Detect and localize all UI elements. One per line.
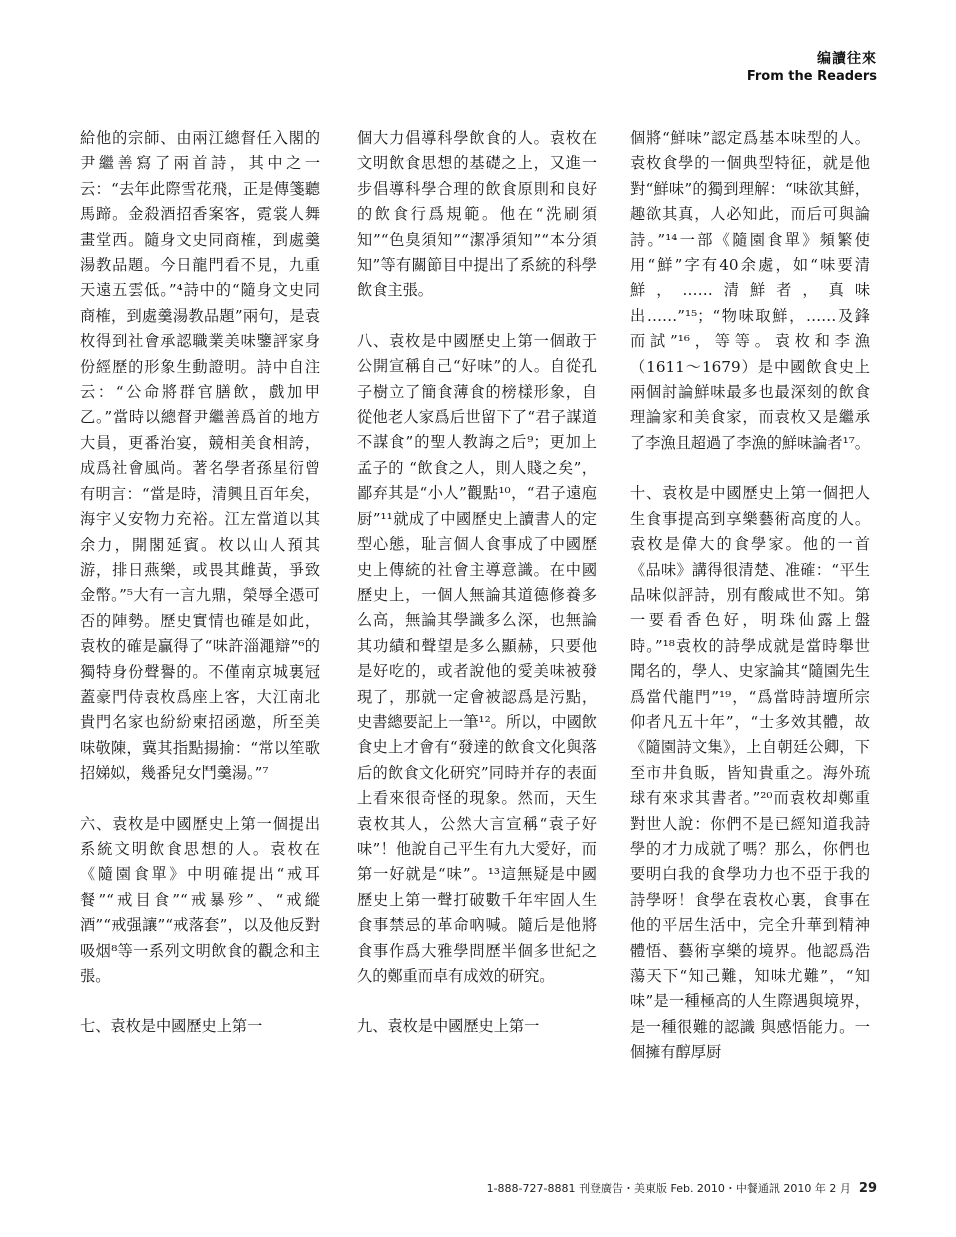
paragraph: 八、袁枚是中國歷史上第一個敢于公開宣稱自己“好味”的人。自從孔子樹立了簡食薄食的榜樣形象，自從他老人家爲后世留下了“君子謀道不謀食”的聖人教誨之后⁹；更加上孟子的 “飲食之人，則人賤之矣”，鄙弃其是“小人”觀點¹⁰，“君子遠庖厨”¹¹就成了中國歷史上讀書人的定型心態，耻言個人食事成了中國歷史上傳統的社會主導意識。在中國歷史上，一個人無論其道德修養多么高，無論其學識多么深，也無論其功績和聲望是多么顯赫，只要他是好吃的，或者說他的愛美味被發現了，那就一定會被認爲是污點，史書總要記上一筆¹²。所以，中國飲食史上才會有“發達的飲食文化與落后的飲食文化研究”同時并存的表面上看來很奇怪的現象。然而，天生袁枚其人，公然大言宣稱“袁子好味”！他說自己平生有九大愛好，而第一好就是“味”。¹³這無疑是中國歷史上第一聲打破數千年牢固人生食事禁忌的革命吶喊。隨后是他將食事作爲大雅學問歷半個多世紀之久的鄭重而卓有成效的研究。 [357,331,597,985]
text-column-2 [357,126,597,1040]
paragraph: 十、袁枚是中國歷史上第一個把人生食事提高到享樂藝術高度的人。袁枚是偉大的食學家。他的一首《品味》講得很清楚、准確：“平生品味似評詩，別有酸咸世不知。第一要看香色好，明珠仙露上盤時。”¹⁸袁枚的詩學成就是當時舉世聞名的，學人、史家論其“隨園先生爲當代龍門”¹⁹，“爲當時詩壇所宗仰者凡五十年”，“士多效其體，故《隨園詩文集》，上自朝廷公卿，下至市井負販，皆知貴重之。海外琉球有來求其書者。”²⁰而袁枚却鄭重對世人說：你們不是已經知道我詩學的才力成就了嗎？那么，你們也要明白我的食學功力也不亞于我的詩學呀！食學在袁枚心裏，食事在他的平居生活中，完全升華到精神體悟、藝術享樂的境界。他認爲浩蕩天下“知己難，知味尤難”，“知味”是一種極高的人生際遇與境界，是一種很難的認識 與感悟能力。一個擁有醇厚厨 [630,484,870,1062]
paragraph: 給他的宗師、由兩江總督任入閣的尹繼善寫了兩首詩，其中之一云：“去年此際雪花飛，正是傳箋聽馬蹄。金殺酒招香案客，霓裳人舞畫堂西。隨身文史同商榷，到處羹湯教品題。今日龍門看不見，九重天遠五雲低。”⁴詩中的“隨身文史同商榷，到處羹湯教品題”兩句，是袁枚得到社會承認職業美味鑒評家身份經歷的形象生動證明。詩中自注云：“公命將群官膳飲，戲加甲乙。”當時以總督尹繼善爲首的地方大員，更番治宴，競相美食相誇，成爲社會風尚。著名學者孫星衍曾有明言：“當是時，清興且百年矣，海宇乂安物力充裕。江左當道以其余力，開閣延賓。枚以山人預其游，排日燕樂，或畏其雌黃，爭致金幣。”⁵大有一言九鼎，榮辱全憑可否的陣勢。歷史實情也確是如此，袁枚的確是贏得了“味許淄澠辯”⁶的獨特身份聲譽的。不僅南京城裏冠蓋豪門侍袁枚爲座上客，大江南北貴門名家也紛紛柬招函邀，所至美味敬陳，冀其指點揚揄：“常以笙歌招娣姒，幾番兒女鬥羹湯。”⁷ [80,129,320,783]
paragraph: 個將“鮮味”認定爲基本味型的人。袁枚食學的一個典型特征，就是他對“鮮味”的獨到理解：“味欲其鮮，趣欲其真，人必知此，而后可與論詩。”¹⁴一部《隨園食單》頻繁使用“鮮”字有40余處，如“味要清鮮，……清鮮者，真味出……”¹⁵；“物味取鮮，……及鋒而試”¹⁶，等等。袁枚和李漁（1611～1679）是中國飲食史上兩個討論鮮味最多也最深刻的飲食理論家和美食家，而袁枚又是繼承了李漁且超過了李漁的鮮味論者¹⁷。 [630,129,870,452]
section-title-en: From the Readers [746,69,877,84]
page-footer [487,1180,877,1196]
paragraph: 九、袁枚是中國歷史上第一 [357,1017,540,1036]
paragraph: 六、袁枚是中國歷史上第一個提出系統文明飲食思想的人。袁枚在《隨園食單》中明確提出“戒耳餐”“戒目食”“戒暴殄”、“戒縱酒”“戒强讓”“戒落套”，以及他反對吸烟⁸等一系列文明飲食的觀念和主張。 [80,814,320,985]
paragraph: 七、袁枚是中國歷史上第一 [80,1017,263,1036]
page-number: 29 [858,1181,877,1196]
paragraph: 個大力倡導科學飲食的人。袁枚在文明飲食思想的基礎之上，又進一步倡導科學合理的飲食原則和良好的飲食行爲規範。他在“洗刷須知”“色臭須知”“潔凈須知”“本分須知”等有關節目中提出了系統的科學飲食主張。 [357,129,597,300]
section-header [747,50,877,86]
footer-text: 1-888-727-8881 刊登廣告・美東版 Feb. 2010・中餐通訊 2010 年 2 月 [486,1182,851,1195]
text-column-1 [80,126,320,1040]
text-column-3 [630,126,870,1066]
section-title-zh: 编讀往來 [817,51,877,67]
